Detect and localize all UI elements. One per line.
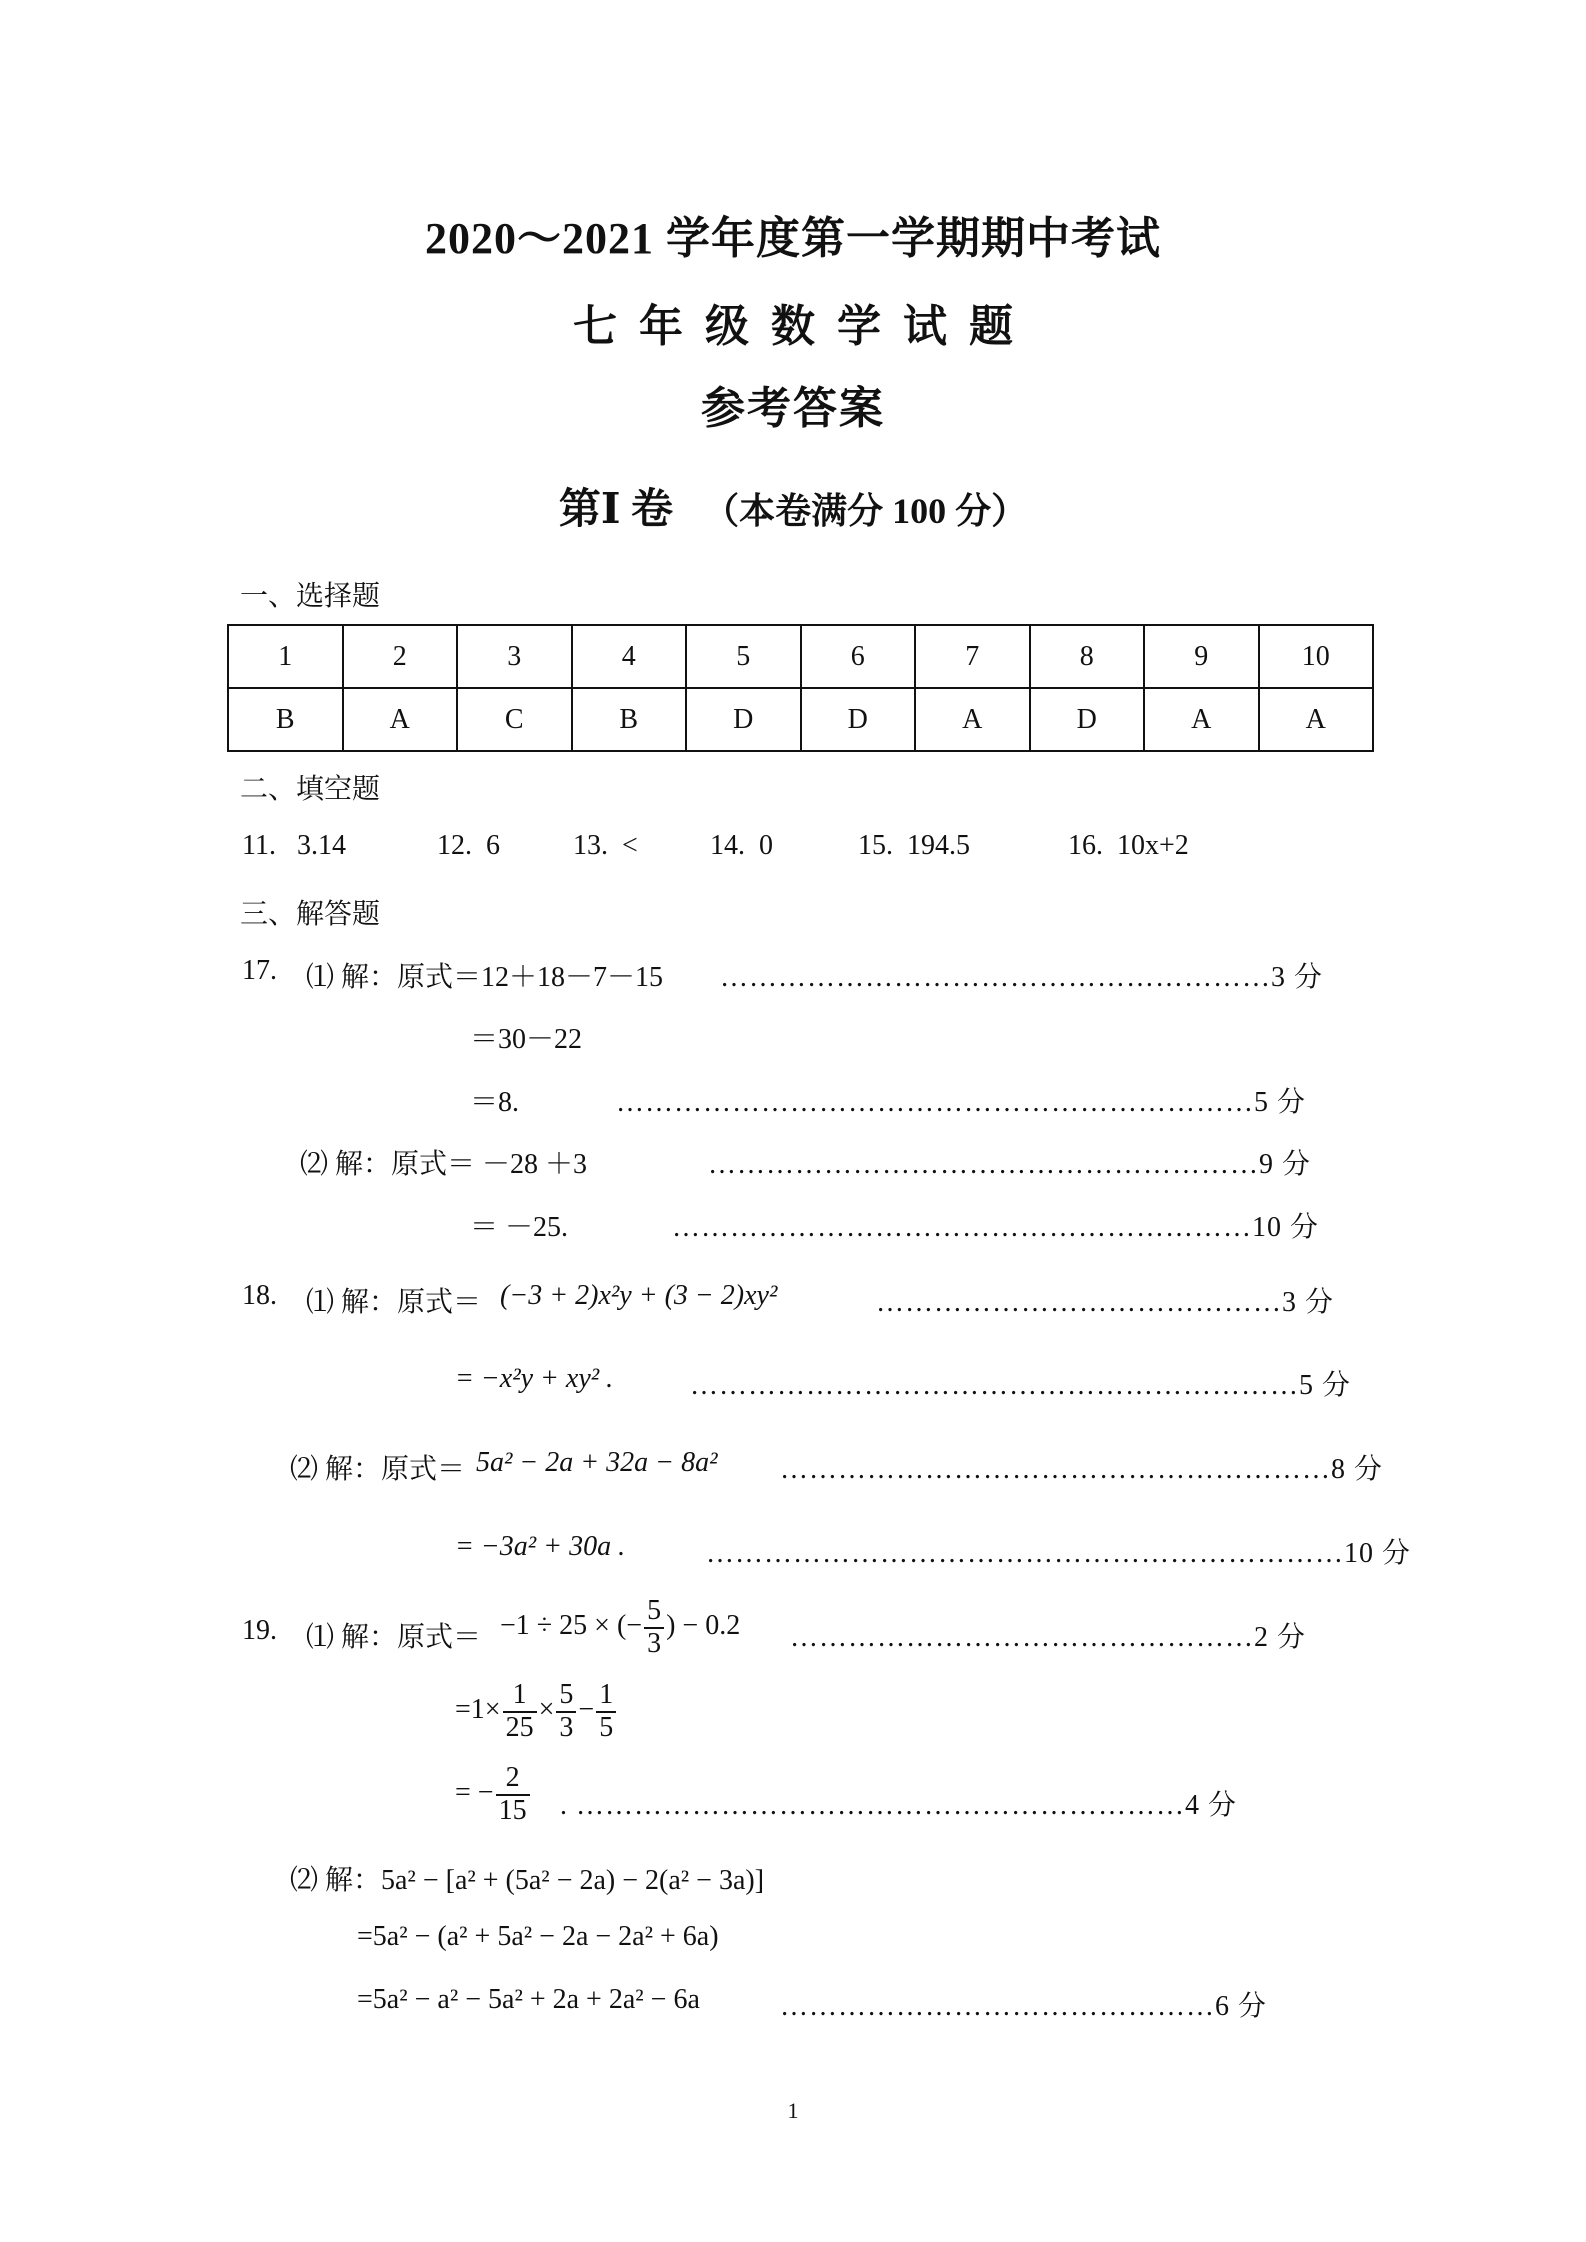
fill-answer-12: 12. 6 — [437, 830, 500, 861]
section-fill-in: 二、填空题 — [240, 772, 381, 805]
table-cell: A — [343, 688, 458, 751]
table-cell: 5 — [686, 625, 801, 688]
table-cell: A — [1144, 688, 1259, 751]
q17-p1-line3: ＝8. — [470, 1087, 520, 1118]
q19-p2-line2: =5a² − (a² + 5a² − 2a − 2a² + 6a) — [357, 1921, 719, 1952]
table-cell: B — [572, 688, 687, 751]
volume-score-note: （本卷满分 100 分） — [703, 491, 1028, 531]
fill-answer-13: 13. < — [573, 830, 638, 861]
table-cell: 1 — [228, 625, 343, 688]
section-solutions: 三、解答题 — [240, 897, 381, 930]
table-cell: 10 — [1259, 625, 1374, 688]
q17-p1-line2: ＝30－22 — [470, 1024, 583, 1055]
table-row-numbers — [228, 625, 1373, 688]
q17-p2-line1: ⑵ 解：原式＝ －28 ＋3 — [300, 1149, 588, 1180]
table-cell: 9 — [1144, 625, 1259, 688]
table-cell: 7 — [915, 625, 1030, 688]
q17-p1-line1: ⑴ 解：原式＝12＋18－7－15 — [306, 962, 664, 993]
question-number: 19. — [242, 1615, 277, 1646]
table-cell: B — [228, 688, 343, 751]
fill-answer-15: 15. 194.5 — [858, 830, 970, 861]
q17-p2-line2-score: ……………………………………………………10 分 — [672, 1212, 1320, 1243]
choice-answer-table — [227, 624, 1374, 752]
q18-p1-score: ……………………………………3 分 — [876, 1287, 1335, 1318]
table-cell: D — [1030, 688, 1145, 751]
table-cell: A — [1259, 688, 1374, 751]
q17-p2-line2: ＝ －25. — [470, 1212, 569, 1243]
q19-p1-line2: =1× $\frac{1}{25}$ × $\frac{5}{3}$ − $\frac{1}{5}$ — [455, 1680, 618, 1744]
fill-answer-14: 14. 0 — [710, 830, 773, 861]
q18-p2-expr: 5a² − 2a + 32a − 8a² — [476, 1447, 718, 1478]
table-cell: 4 — [572, 625, 687, 688]
q18-p1-expr: (−3 + 2)x²y + (3 − 2)xy² — [500, 1280, 778, 1311]
q18-p1-label: ⑴ 解：原式＝ — [306, 1287, 482, 1318]
table-cell: 6 — [801, 625, 916, 688]
q19-p1-line3: = − $\frac{2}{15}$ — [455, 1763, 532, 1827]
q18-p2-label: ⑵ 解：原式＝ — [290, 1454, 466, 1485]
table-cell: 3 — [457, 625, 572, 688]
section-multiple-choice: 一、选择题 — [240, 579, 381, 612]
q19-p2-line3-score: ………………………………………6 分 — [780, 1991, 1268, 2022]
q17-p2-score: …………………………………………………9 分 — [708, 1149, 1312, 1180]
q17-p1-line3-score: …………………………………………………………5 分 — [616, 1087, 1307, 1118]
table-cell: D — [686, 688, 801, 751]
table-row-answers — [228, 688, 1373, 751]
q17-p1-score: …………………………………………………3 分 — [720, 962, 1324, 993]
q18-p1-line2: = −x²y + xy² . — [455, 1363, 614, 1394]
q19-p1-label: ⑴ 解：原式＝ — [306, 1622, 482, 1653]
q18-p2-score: …………………………………………………8 分 — [780, 1454, 1384, 1485]
volume-label: 第Ⅰ 卷 — [558, 487, 674, 533]
question-number: 18. — [242, 1280, 277, 1311]
table-cell: A — [915, 688, 1030, 751]
q18-p1-line2-score: ………………………………………………………5 分 — [690, 1370, 1352, 1401]
exam-subtitle: 七年级数学试题 — [573, 302, 1035, 351]
question-number: 17. — [242, 955, 277, 986]
exam-title: 2020～2021 学年度第一学期期中考试 — [425, 214, 1161, 263]
q18-p2-line2-score: …………………………………………………………10 分 — [706, 1538, 1412, 1569]
q19-p2-line3: =5a² − a² − 5a² + 2a + 2a² − 6a — [357, 1984, 700, 2015]
volume-heading — [0, 476, 1586, 536]
table-cell: 8 — [1030, 625, 1145, 688]
table-cell: C — [457, 688, 572, 751]
page-number: 1 — [787, 2098, 799, 2123]
fill-answer-11: 11. 3.14 — [242, 830, 346, 861]
answer-key-title: 参考答案 — [701, 384, 885, 433]
table-cell: D — [801, 688, 916, 751]
q19-p1-expr: −1 ÷ 25 × (− $\frac{5}{3}$ ) − 0.2 — [500, 1595, 741, 1659]
q19-p2-line1: ⑵ 解：5a² − [a² + (5a² − 2a) − 2(a² − 3a)] — [290, 1865, 765, 1896]
q19-p1-line3-score: . ………………………………………………………4 分 — [560, 1790, 1238, 1821]
q18-p2-line2: = −3a² + 30a . — [455, 1531, 626, 1562]
q19-p1-score: …………………………………………2 分 — [790, 1622, 1307, 1653]
table-cell: 2 — [343, 625, 458, 688]
fill-answer-16: 16. 10x+2 — [1068, 830, 1189, 861]
